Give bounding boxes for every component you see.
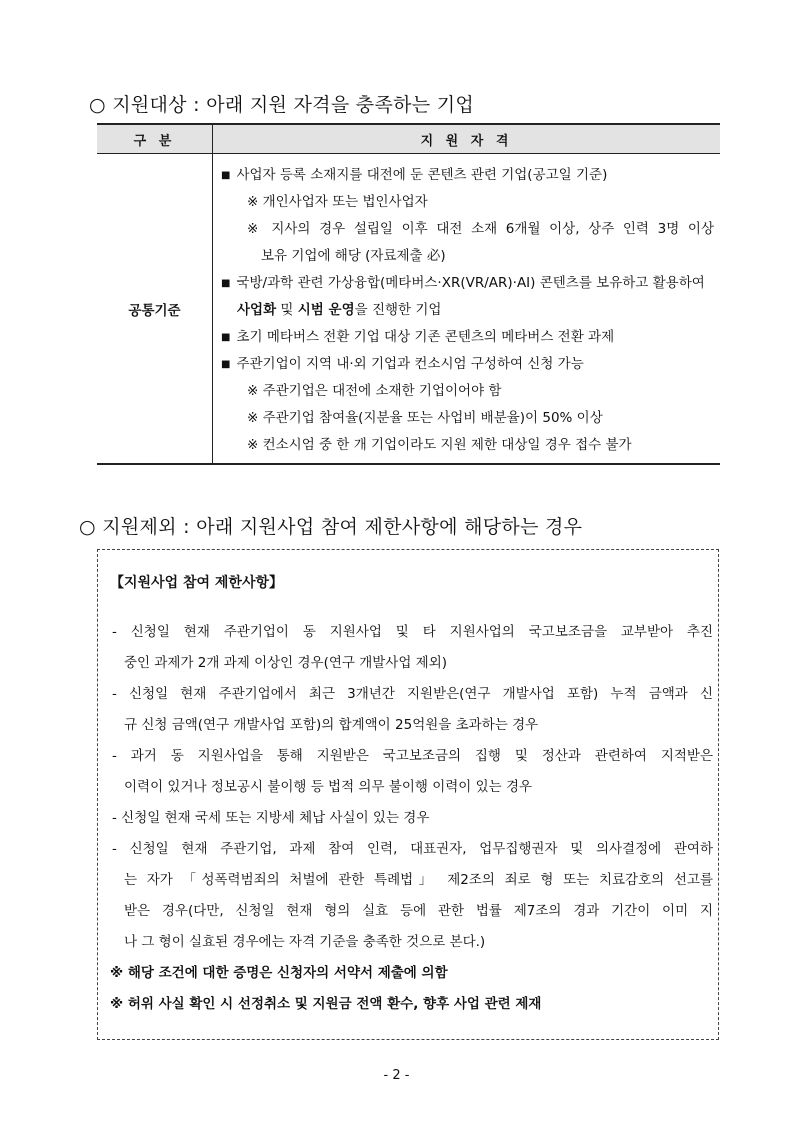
list-item-continued: 중인 과제가 2개 과제 이상인 경우(연구 개발사업 제외) [124,655,448,671]
restriction-box [97,549,719,1040]
list-item-continued: 나 그 형이 실효된 경우에는 자격 기준을 충족한 것으로 본다.) [124,934,486,950]
note-false-facts: ※ 허위 사실 확인 시 선정취소 및 지원금 전액 환수, 향후 사업 관련 제재 [110,996,542,1012]
criteria-note: ※ 컨소시엄 중 한 개 기업이라도 지원 제한 대상일 경우 접수 불가 [247,437,632,453]
page-number: - 2 - [383,1068,410,1083]
criteria-line: ■ 초기 메타버스 전환 기업 대상 기존 콘텐츠의 메타버스 전환 과제 [219,324,714,351]
list-item: - 신청일 현재 국세 또는 지방세 체납 사실이 있는 경우 [110,803,713,834]
table-header-row [97,124,720,154]
restriction-list [110,617,713,1020]
list-item: - 신청일 현재 주관기업에서 최근 3개년간 지원받은(연구 개발사업 포함) 누적 금액과 신 [110,679,713,710]
restriction-box-title: 【지원사업 참여 제한사항】 [110,575,283,591]
criteria-line: ■ 국방/과학 관련 가상융합(메타버스·XR(VR/AR)·AI) 콘텐츠를 보유하고 활용하여 [219,270,714,297]
text-suffix: 을 진행한 기업 [354,302,442,318]
criteria-note-continued: 보유 기업에 해당 (자료제출 必) [261,248,446,264]
section-heading-eligibility: ○ 지원대상 : 아래 지원 자격을 충족하는 기업 [89,94,475,116]
criteria-note: ※ 주관기업 참여율(지분율 또는 사업비 배분율)이 50% 이상 [247,410,603,426]
criteria-note: ※ 지사의 경우 설립일 이후 대전 소재 6개월 이상, 상주 인력 3명 이상 [247,221,714,237]
criteria-note: ※ 주관기업은 대전에 소재한 기업이어야 함 [247,383,502,399]
criteria-line-continued [219,297,714,324]
text-and: 및 [276,302,298,318]
list-item: - 과거 동 지원사업을 통해 지원받은 국고보조금의 집행 및 정산과 관련하여 지적받은 [110,741,713,772]
column-header-category: 구 분 [97,124,213,154]
list-item-continued: 이력이 있거나 정보공시 불이행 등 법적 의무 불이행 이력이 있는 경우 [124,779,533,795]
criteria-note: ※ 개인사업자 또는 법인사업자 [247,194,428,210]
bold-text-pilot-operation: 시범 운영 [297,302,355,318]
list-item-continued: 규 신청 금액(연구 개발사업 포함)의 합계액이 25억원을 초과하는 경우 [124,717,539,733]
qualification-cell [213,154,721,465]
row-label-common-criteria: 공통기준 [97,154,213,465]
table-row [97,154,720,465]
section-heading-exclusion: ○ 지원제외 : 아래 지원사업 참여 제한사항에 해당하는 경우 [79,516,583,538]
bold-text-commercialization: 사업화 [237,302,277,318]
column-header-qualification: 지 원 자 격 [213,124,721,154]
criteria-line: ■ 주관기업이 지역 내·외 기업과 컨소시엄 구성하여 신청 가능 [219,351,714,378]
list-item: - 신청일 현재 주관기업이 동 지원사업 및 타 지원사업의 국고보조금을 교부받아 추진 [110,617,713,648]
note-proof: ※ 해당 조건에 대한 증명은 신청자의 서약서 제출에 의함 [110,965,448,981]
list-item-continued: 받은 경우(다만, 신청일 현재 형의 실효 등에 관한 법률 제7조의 경과 기간이 이미 지 [124,903,713,919]
list-item-continued: 는 자가 「성폭력범죄의 처벌에 관한 특례법」 제2조의 죄로 형 또는 치료감호의 선고를 [124,872,713,888]
criteria-line: ■ 사업자 등록 소재지를 대전에 둔 콘텐츠 관련 기업(공고일 기준) [219,162,714,189]
list-item: - 신청일 현재 주관기업, 과제 참여 인력, 대표권자, 업무집행권자 및 의사결정에 관여하 [110,834,713,865]
eligibility-table [97,123,720,465]
